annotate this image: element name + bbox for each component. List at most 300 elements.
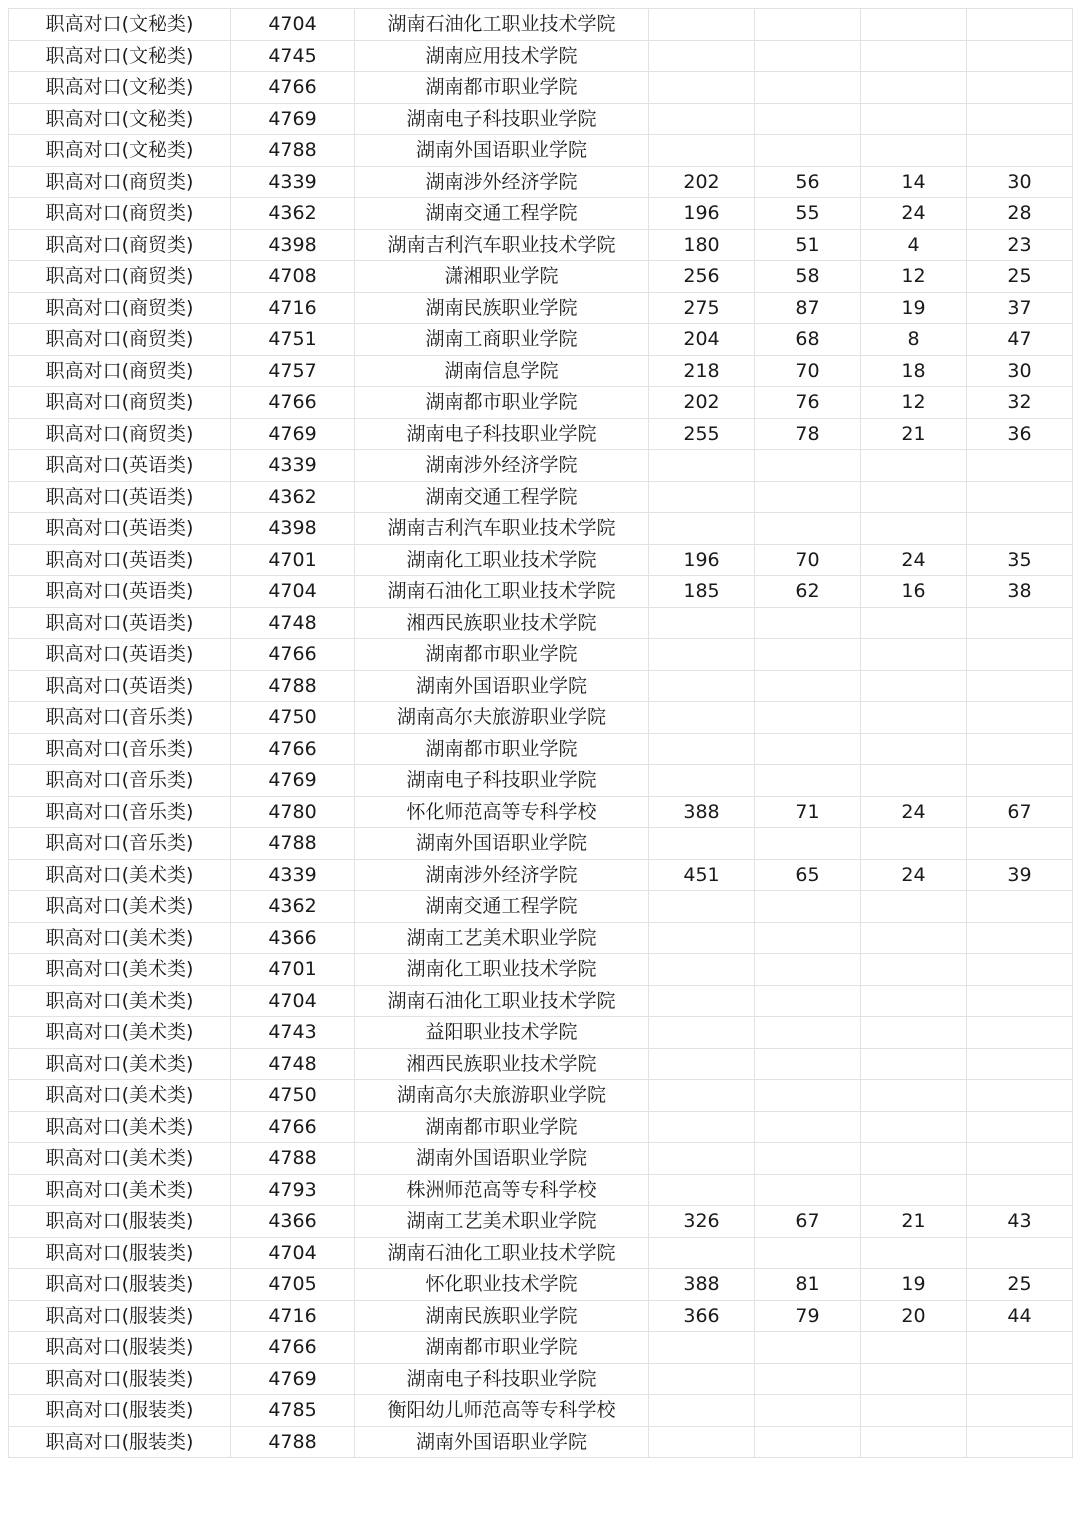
code-cell[interactable]: 4704 xyxy=(231,985,355,1017)
category-cell[interactable]: 职高对口(美术类) xyxy=(9,1048,231,1080)
school-cell[interactable]: 湘西民族职业技术学院 xyxy=(355,1048,649,1080)
col5-cell[interactable] xyxy=(755,103,861,135)
category-cell[interactable]: 职高对口(音乐类) xyxy=(9,765,231,797)
col5-cell[interactable]: 70 xyxy=(755,355,861,387)
col5-cell[interactable]: 67 xyxy=(755,1206,861,1238)
col7-cell[interactable]: 30 xyxy=(967,166,1073,198)
col6-cell[interactable] xyxy=(861,639,967,671)
col5-cell[interactable] xyxy=(755,985,861,1017)
col7-cell[interactable] xyxy=(967,513,1073,545)
col5-cell[interactable] xyxy=(755,513,861,545)
category-cell[interactable]: 职高对口(商贸类) xyxy=(9,355,231,387)
school-cell[interactable]: 湖南工艺美术职业学院 xyxy=(355,1206,649,1238)
code-cell[interactable]: 4766 xyxy=(231,1332,355,1364)
score-cell[interactable] xyxy=(649,1143,755,1175)
code-cell[interactable]: 4366 xyxy=(231,1206,355,1238)
score-cell[interactable] xyxy=(649,1080,755,1112)
school-cell[interactable]: 湖南都市职业学院 xyxy=(355,387,649,419)
school-cell[interactable]: 湖南外国语职业学院 xyxy=(355,670,649,702)
school-cell[interactable]: 湖南吉利汽车职业技术学院 xyxy=(355,229,649,261)
category-cell[interactable]: 职高对口(美术类) xyxy=(9,985,231,1017)
col6-cell[interactable] xyxy=(861,135,967,167)
col5-cell[interactable] xyxy=(755,954,861,986)
col6-cell[interactable]: 18 xyxy=(861,355,967,387)
score-cell[interactable] xyxy=(649,1111,755,1143)
category-cell[interactable]: 职高对口(英语类) xyxy=(9,576,231,608)
col5-cell[interactable] xyxy=(755,922,861,954)
school-cell[interactable]: 湖南都市职业学院 xyxy=(355,639,649,671)
col6-cell[interactable] xyxy=(861,670,967,702)
code-cell[interactable]: 4708 xyxy=(231,261,355,293)
code-cell[interactable]: 4750 xyxy=(231,1080,355,1112)
score-cell[interactable]: 256 xyxy=(649,261,755,293)
score-cell[interactable] xyxy=(649,733,755,765)
col7-cell[interactable]: 44 xyxy=(967,1300,1073,1332)
code-cell[interactable]: 4788 xyxy=(231,828,355,860)
col7-cell[interactable] xyxy=(967,891,1073,923)
score-cell[interactable] xyxy=(649,1363,755,1395)
code-cell[interactable]: 4766 xyxy=(231,72,355,104)
score-cell[interactable]: 451 xyxy=(649,859,755,891)
score-cell[interactable] xyxy=(649,9,755,41)
col5-cell[interactable] xyxy=(755,1395,861,1427)
code-cell[interactable]: 4398 xyxy=(231,513,355,545)
code-cell[interactable]: 4766 xyxy=(231,639,355,671)
col7-cell[interactable] xyxy=(967,607,1073,639)
col5-cell[interactable] xyxy=(755,1048,861,1080)
code-cell[interactable]: 4701 xyxy=(231,544,355,576)
col7-cell[interactable] xyxy=(967,135,1073,167)
school-cell[interactable]: 湖南信息学院 xyxy=(355,355,649,387)
school-cell[interactable]: 湖南涉外经济学院 xyxy=(355,859,649,891)
code-cell[interactable]: 4339 xyxy=(231,859,355,891)
col6-cell[interactable] xyxy=(861,450,967,482)
code-cell[interactable]: 4716 xyxy=(231,292,355,324)
code-cell[interactable]: 4745 xyxy=(231,40,355,72)
school-cell[interactable]: 潇湘职业学院 xyxy=(355,261,649,293)
school-cell[interactable]: 湖南石油化工职业技术学院 xyxy=(355,9,649,41)
code-cell[interactable]: 4339 xyxy=(231,450,355,482)
col5-cell[interactable] xyxy=(755,1237,861,1269)
col7-cell[interactable]: 28 xyxy=(967,198,1073,230)
category-cell[interactable]: 职高对口(服装类) xyxy=(9,1332,231,1364)
school-cell[interactable]: 湖南工艺美术职业学院 xyxy=(355,922,649,954)
category-cell[interactable]: 职高对口(文秘类) xyxy=(9,72,231,104)
col5-cell[interactable] xyxy=(755,1426,861,1458)
col6-cell[interactable]: 8 xyxy=(861,324,967,356)
col6-cell[interactable] xyxy=(861,1237,967,1269)
school-cell[interactable]: 湖南外国语职业学院 xyxy=(355,135,649,167)
category-cell[interactable]: 职高对口(服装类) xyxy=(9,1363,231,1395)
col7-cell[interactable] xyxy=(967,9,1073,41)
col7-cell[interactable]: 38 xyxy=(967,576,1073,608)
col7-cell[interactable] xyxy=(967,1363,1073,1395)
col5-cell[interactable] xyxy=(755,135,861,167)
category-cell[interactable]: 职高对口(美术类) xyxy=(9,922,231,954)
col6-cell[interactable] xyxy=(861,1017,967,1049)
col5-cell[interactable] xyxy=(755,891,861,923)
code-cell[interactable]: 4705 xyxy=(231,1269,355,1301)
school-cell[interactable]: 怀化职业技术学院 xyxy=(355,1269,649,1301)
code-cell[interactable]: 4743 xyxy=(231,1017,355,1049)
col6-cell[interactable]: 21 xyxy=(861,1206,967,1238)
category-cell[interactable]: 职高对口(美术类) xyxy=(9,859,231,891)
col6-cell[interactable]: 14 xyxy=(861,166,967,198)
col6-cell[interactable]: 4 xyxy=(861,229,967,261)
score-cell[interactable] xyxy=(649,40,755,72)
col5-cell[interactable] xyxy=(755,1080,861,1112)
category-cell[interactable]: 职高对口(美术类) xyxy=(9,891,231,923)
score-cell[interactable] xyxy=(649,135,755,167)
col5-cell[interactable] xyxy=(755,639,861,671)
code-cell[interactable]: 4769 xyxy=(231,103,355,135)
col5-cell[interactable] xyxy=(755,9,861,41)
col7-cell[interactable] xyxy=(967,765,1073,797)
col6-cell[interactable] xyxy=(861,40,967,72)
category-cell[interactable]: 职高对口(服装类) xyxy=(9,1300,231,1332)
category-cell[interactable]: 职高对口(英语类) xyxy=(9,639,231,671)
category-cell[interactable]: 职高对口(英语类) xyxy=(9,481,231,513)
col7-cell[interactable] xyxy=(967,72,1073,104)
category-cell[interactable]: 职高对口(商贸类) xyxy=(9,292,231,324)
school-cell[interactable]: 湖南都市职业学院 xyxy=(355,72,649,104)
code-cell[interactable]: 4785 xyxy=(231,1395,355,1427)
code-cell[interactable]: 4362 xyxy=(231,891,355,923)
col6-cell[interactable]: 24 xyxy=(861,859,967,891)
score-cell[interactable] xyxy=(649,1332,755,1364)
col5-cell[interactable] xyxy=(755,40,861,72)
col6-cell[interactable] xyxy=(861,1143,967,1175)
code-cell[interactable]: 4757 xyxy=(231,355,355,387)
col7-cell[interactable]: 36 xyxy=(967,418,1073,450)
col7-cell[interactable] xyxy=(967,733,1073,765)
col7-cell[interactable] xyxy=(967,1143,1073,1175)
col5-cell[interactable]: 76 xyxy=(755,387,861,419)
col6-cell[interactable]: 24 xyxy=(861,544,967,576)
col5-cell[interactable]: 68 xyxy=(755,324,861,356)
category-cell[interactable]: 职高对口(英语类) xyxy=(9,670,231,702)
score-cell[interactable]: 255 xyxy=(649,418,755,450)
col6-cell[interactable] xyxy=(861,922,967,954)
col5-cell[interactable] xyxy=(755,828,861,860)
code-cell[interactable]: 4766 xyxy=(231,1111,355,1143)
col6-cell[interactable] xyxy=(861,1426,967,1458)
col5-cell[interactable]: 55 xyxy=(755,198,861,230)
col6-cell[interactable] xyxy=(861,702,967,734)
school-cell[interactable]: 湖南石油化工职业技术学院 xyxy=(355,985,649,1017)
code-cell[interactable]: 4748 xyxy=(231,1048,355,1080)
col5-cell[interactable] xyxy=(755,72,861,104)
score-cell[interactable] xyxy=(649,1426,755,1458)
col6-cell[interactable] xyxy=(861,607,967,639)
col6-cell[interactable] xyxy=(861,1048,967,1080)
school-cell[interactable]: 湘西民族职业技术学院 xyxy=(355,607,649,639)
col7-cell[interactable]: 35 xyxy=(967,544,1073,576)
col6-cell[interactable]: 21 xyxy=(861,418,967,450)
col6-cell[interactable]: 16 xyxy=(861,576,967,608)
col7-cell[interactable]: 25 xyxy=(967,1269,1073,1301)
col6-cell[interactable] xyxy=(861,828,967,860)
category-cell[interactable]: 职高对口(英语类) xyxy=(9,513,231,545)
school-cell[interactable]: 株洲师范高等专科学校 xyxy=(355,1174,649,1206)
code-cell[interactable]: 4769 xyxy=(231,418,355,450)
col5-cell[interactable] xyxy=(755,765,861,797)
col5-cell[interactable] xyxy=(755,670,861,702)
score-cell[interactable] xyxy=(649,765,755,797)
score-cell[interactable] xyxy=(649,513,755,545)
category-cell[interactable]: 职高对口(文秘类) xyxy=(9,135,231,167)
category-cell[interactable]: 职高对口(服装类) xyxy=(9,1395,231,1427)
col5-cell[interactable]: 70 xyxy=(755,544,861,576)
col6-cell[interactable] xyxy=(861,1080,967,1112)
category-cell[interactable]: 职高对口(美术类) xyxy=(9,1080,231,1112)
col5-cell[interactable] xyxy=(755,1017,861,1049)
col5-cell[interactable] xyxy=(755,733,861,765)
school-cell[interactable]: 湖南交通工程学院 xyxy=(355,891,649,923)
col7-cell[interactable]: 30 xyxy=(967,355,1073,387)
code-cell[interactable]: 4398 xyxy=(231,229,355,261)
category-cell[interactable]: 职高对口(服装类) xyxy=(9,1269,231,1301)
score-cell[interactable] xyxy=(649,954,755,986)
col5-cell[interactable]: 87 xyxy=(755,292,861,324)
col5-cell[interactable]: 71 xyxy=(755,796,861,828)
code-cell[interactable]: 4748 xyxy=(231,607,355,639)
school-cell[interactable]: 湖南民族职业学院 xyxy=(355,1300,649,1332)
col7-cell[interactable] xyxy=(967,1237,1073,1269)
col7-cell[interactable] xyxy=(967,450,1073,482)
category-cell[interactable]: 职高对口(商贸类) xyxy=(9,418,231,450)
col5-cell[interactable] xyxy=(755,1174,861,1206)
school-cell[interactable]: 湖南吉利汽车职业技术学院 xyxy=(355,513,649,545)
col6-cell[interactable] xyxy=(861,954,967,986)
code-cell[interactable]: 4793 xyxy=(231,1174,355,1206)
col6-cell[interactable] xyxy=(861,1395,967,1427)
score-cell[interactable] xyxy=(649,1017,755,1049)
col6-cell[interactable]: 12 xyxy=(861,387,967,419)
col7-cell[interactable]: 39 xyxy=(967,859,1073,891)
category-cell[interactable]: 职高对口(英语类) xyxy=(9,544,231,576)
school-cell[interactable]: 湖南外国语职业学院 xyxy=(355,828,649,860)
code-cell[interactable]: 4788 xyxy=(231,1426,355,1458)
col7-cell[interactable] xyxy=(967,702,1073,734)
col5-cell[interactable]: 81 xyxy=(755,1269,861,1301)
col6-cell[interactable]: 19 xyxy=(861,1269,967,1301)
code-cell[interactable]: 4766 xyxy=(231,387,355,419)
score-cell[interactable]: 388 xyxy=(649,796,755,828)
code-cell[interactable]: 4769 xyxy=(231,1363,355,1395)
category-cell[interactable]: 职高对口(文秘类) xyxy=(9,40,231,72)
code-cell[interactable]: 4704 xyxy=(231,9,355,41)
col7-cell[interactable] xyxy=(967,1426,1073,1458)
score-cell[interactable] xyxy=(649,985,755,1017)
school-cell[interactable]: 湖南石油化工职业技术学院 xyxy=(355,1237,649,1269)
col7-cell[interactable] xyxy=(967,1111,1073,1143)
score-cell[interactable] xyxy=(649,1174,755,1206)
score-cell[interactable]: 196 xyxy=(649,544,755,576)
code-cell[interactable]: 4780 xyxy=(231,796,355,828)
score-cell[interactable]: 185 xyxy=(649,576,755,608)
score-cell[interactable] xyxy=(649,670,755,702)
code-cell[interactable]: 4704 xyxy=(231,1237,355,1269)
school-cell[interactable]: 湖南高尔夫旅游职业学院 xyxy=(355,1080,649,1112)
col5-cell[interactable] xyxy=(755,1332,861,1364)
code-cell[interactable]: 4788 xyxy=(231,670,355,702)
col7-cell[interactable]: 67 xyxy=(967,796,1073,828)
code-cell[interactable]: 4766 xyxy=(231,733,355,765)
col6-cell[interactable] xyxy=(861,513,967,545)
code-cell[interactable]: 4716 xyxy=(231,1300,355,1332)
col5-cell[interactable] xyxy=(755,607,861,639)
category-cell[interactable]: 职高对口(商贸类) xyxy=(9,324,231,356)
school-cell[interactable]: 湖南化工职业技术学院 xyxy=(355,544,649,576)
code-cell[interactable]: 4366 xyxy=(231,922,355,954)
col6-cell[interactable] xyxy=(861,985,967,1017)
code-cell[interactable]: 4769 xyxy=(231,765,355,797)
school-cell[interactable]: 湖南电子科技职业学院 xyxy=(355,103,649,135)
category-cell[interactable]: 职高对口(美术类) xyxy=(9,1017,231,1049)
score-cell[interactable]: 326 xyxy=(649,1206,755,1238)
score-cell[interactable] xyxy=(649,1237,755,1269)
score-cell[interactable]: 202 xyxy=(649,387,755,419)
score-cell[interactable]: 180 xyxy=(649,229,755,261)
col6-cell[interactable] xyxy=(861,765,967,797)
score-cell[interactable] xyxy=(649,607,755,639)
category-cell[interactable]: 职高对口(音乐类) xyxy=(9,702,231,734)
col7-cell[interactable] xyxy=(967,40,1073,72)
code-cell[interactable]: 4788 xyxy=(231,135,355,167)
col6-cell[interactable] xyxy=(861,481,967,513)
col7-cell[interactable] xyxy=(967,481,1073,513)
col5-cell[interactable] xyxy=(755,481,861,513)
col5-cell[interactable]: 62 xyxy=(755,576,861,608)
score-cell[interactable]: 218 xyxy=(649,355,755,387)
category-cell[interactable]: 职高对口(服装类) xyxy=(9,1237,231,1269)
col7-cell[interactable]: 25 xyxy=(967,261,1073,293)
col6-cell[interactable] xyxy=(861,103,967,135)
score-cell[interactable]: 204 xyxy=(649,324,755,356)
code-cell[interactable]: 4751 xyxy=(231,324,355,356)
code-cell[interactable]: 4362 xyxy=(231,481,355,513)
score-cell[interactable] xyxy=(649,103,755,135)
code-cell[interactable]: 4750 xyxy=(231,702,355,734)
col6-cell[interactable] xyxy=(861,733,967,765)
col5-cell[interactable]: 56 xyxy=(755,166,861,198)
category-cell[interactable]: 职高对口(英语类) xyxy=(9,450,231,482)
school-cell[interactable]: 衡阳幼儿师范高等专科学校 xyxy=(355,1395,649,1427)
school-cell[interactable]: 湖南电子科技职业学院 xyxy=(355,418,649,450)
col7-cell[interactable] xyxy=(967,1174,1073,1206)
score-cell[interactable] xyxy=(649,1395,755,1427)
col7-cell[interactable] xyxy=(967,954,1073,986)
col5-cell[interactable]: 51 xyxy=(755,229,861,261)
col6-cell[interactable]: 12 xyxy=(861,261,967,293)
score-cell[interactable]: 388 xyxy=(649,1269,755,1301)
code-cell[interactable]: 4788 xyxy=(231,1143,355,1175)
school-cell[interactable]: 湖南电子科技职业学院 xyxy=(355,1363,649,1395)
col5-cell[interactable]: 58 xyxy=(755,261,861,293)
col5-cell[interactable]: 65 xyxy=(755,859,861,891)
category-cell[interactable]: 职高对口(音乐类) xyxy=(9,796,231,828)
col6-cell[interactable]: 19 xyxy=(861,292,967,324)
category-cell[interactable]: 职高对口(音乐类) xyxy=(9,828,231,860)
school-cell[interactable]: 湖南石油化工职业技术学院 xyxy=(355,576,649,608)
school-cell[interactable]: 湖南电子科技职业学院 xyxy=(355,765,649,797)
school-cell[interactable]: 湖南化工职业技术学院 xyxy=(355,954,649,986)
code-cell[interactable]: 4362 xyxy=(231,198,355,230)
school-cell[interactable]: 湖南都市职业学院 xyxy=(355,1332,649,1364)
col5-cell[interactable]: 79 xyxy=(755,1300,861,1332)
score-cell[interactable] xyxy=(649,891,755,923)
col5-cell[interactable] xyxy=(755,1363,861,1395)
col7-cell[interactable] xyxy=(967,670,1073,702)
code-cell[interactable]: 4339 xyxy=(231,166,355,198)
school-cell[interactable]: 湖南涉外经济学院 xyxy=(355,166,649,198)
category-cell[interactable]: 职高对口(文秘类) xyxy=(9,103,231,135)
category-cell[interactable]: 职高对口(音乐类) xyxy=(9,733,231,765)
category-cell[interactable]: 职高对口(英语类) xyxy=(9,607,231,639)
col7-cell[interactable] xyxy=(967,1017,1073,1049)
col5-cell[interactable]: 78 xyxy=(755,418,861,450)
school-cell[interactable]: 湖南外国语职业学院 xyxy=(355,1143,649,1175)
school-cell[interactable]: 湖南都市职业学院 xyxy=(355,733,649,765)
col6-cell[interactable] xyxy=(861,1174,967,1206)
category-cell[interactable]: 职高对口(美术类) xyxy=(9,1143,231,1175)
score-cell[interactable] xyxy=(649,639,755,671)
col6-cell[interactable] xyxy=(861,9,967,41)
category-cell[interactable]: 职高对口(美术类) xyxy=(9,1174,231,1206)
code-cell[interactable]: 4701 xyxy=(231,954,355,986)
category-cell[interactable]: 职高对口(商贸类) xyxy=(9,198,231,230)
school-cell[interactable]: 湖南应用技术学院 xyxy=(355,40,649,72)
score-cell[interactable]: 366 xyxy=(649,1300,755,1332)
score-cell[interactable]: 196 xyxy=(649,198,755,230)
score-cell[interactable]: 275 xyxy=(649,292,755,324)
col7-cell[interactable] xyxy=(967,922,1073,954)
score-cell[interactable] xyxy=(649,828,755,860)
school-cell[interactable]: 怀化师范高等专科学校 xyxy=(355,796,649,828)
col5-cell[interactable] xyxy=(755,1143,861,1175)
category-cell[interactable]: 职高对口(商贸类) xyxy=(9,387,231,419)
score-cell[interactable] xyxy=(649,72,755,104)
school-cell[interactable]: 湖南工商职业学院 xyxy=(355,324,649,356)
col6-cell[interactable]: 20 xyxy=(861,1300,967,1332)
score-cell[interactable] xyxy=(649,1048,755,1080)
score-cell[interactable] xyxy=(649,481,755,513)
col7-cell[interactable] xyxy=(967,103,1073,135)
col7-cell[interactable] xyxy=(967,828,1073,860)
col7-cell[interactable] xyxy=(967,1332,1073,1364)
col7-cell[interactable]: 43 xyxy=(967,1206,1073,1238)
category-cell[interactable]: 职高对口(美术类) xyxy=(9,954,231,986)
col7-cell[interactable] xyxy=(967,1080,1073,1112)
school-cell[interactable]: 益阳职业技术学院 xyxy=(355,1017,649,1049)
col6-cell[interactable] xyxy=(861,1332,967,1364)
col6-cell[interactable]: 24 xyxy=(861,796,967,828)
category-cell[interactable]: 职高对口(文秘类) xyxy=(9,9,231,41)
school-cell[interactable]: 湖南涉外经济学院 xyxy=(355,450,649,482)
score-cell[interactable]: 202 xyxy=(649,166,755,198)
col5-cell[interactable] xyxy=(755,702,861,734)
col7-cell[interactable] xyxy=(967,1395,1073,1427)
col7-cell[interactable]: 32 xyxy=(967,387,1073,419)
school-cell[interactable]: 湖南交通工程学院 xyxy=(355,198,649,230)
category-cell[interactable]: 职高对口(商贸类) xyxy=(9,229,231,261)
category-cell[interactable]: 职高对口(商贸类) xyxy=(9,261,231,293)
school-cell[interactable]: 湖南交通工程学院 xyxy=(355,481,649,513)
category-cell[interactable]: 职高对口(服装类) xyxy=(9,1426,231,1458)
col6-cell[interactable] xyxy=(861,1363,967,1395)
col7-cell[interactable]: 37 xyxy=(967,292,1073,324)
